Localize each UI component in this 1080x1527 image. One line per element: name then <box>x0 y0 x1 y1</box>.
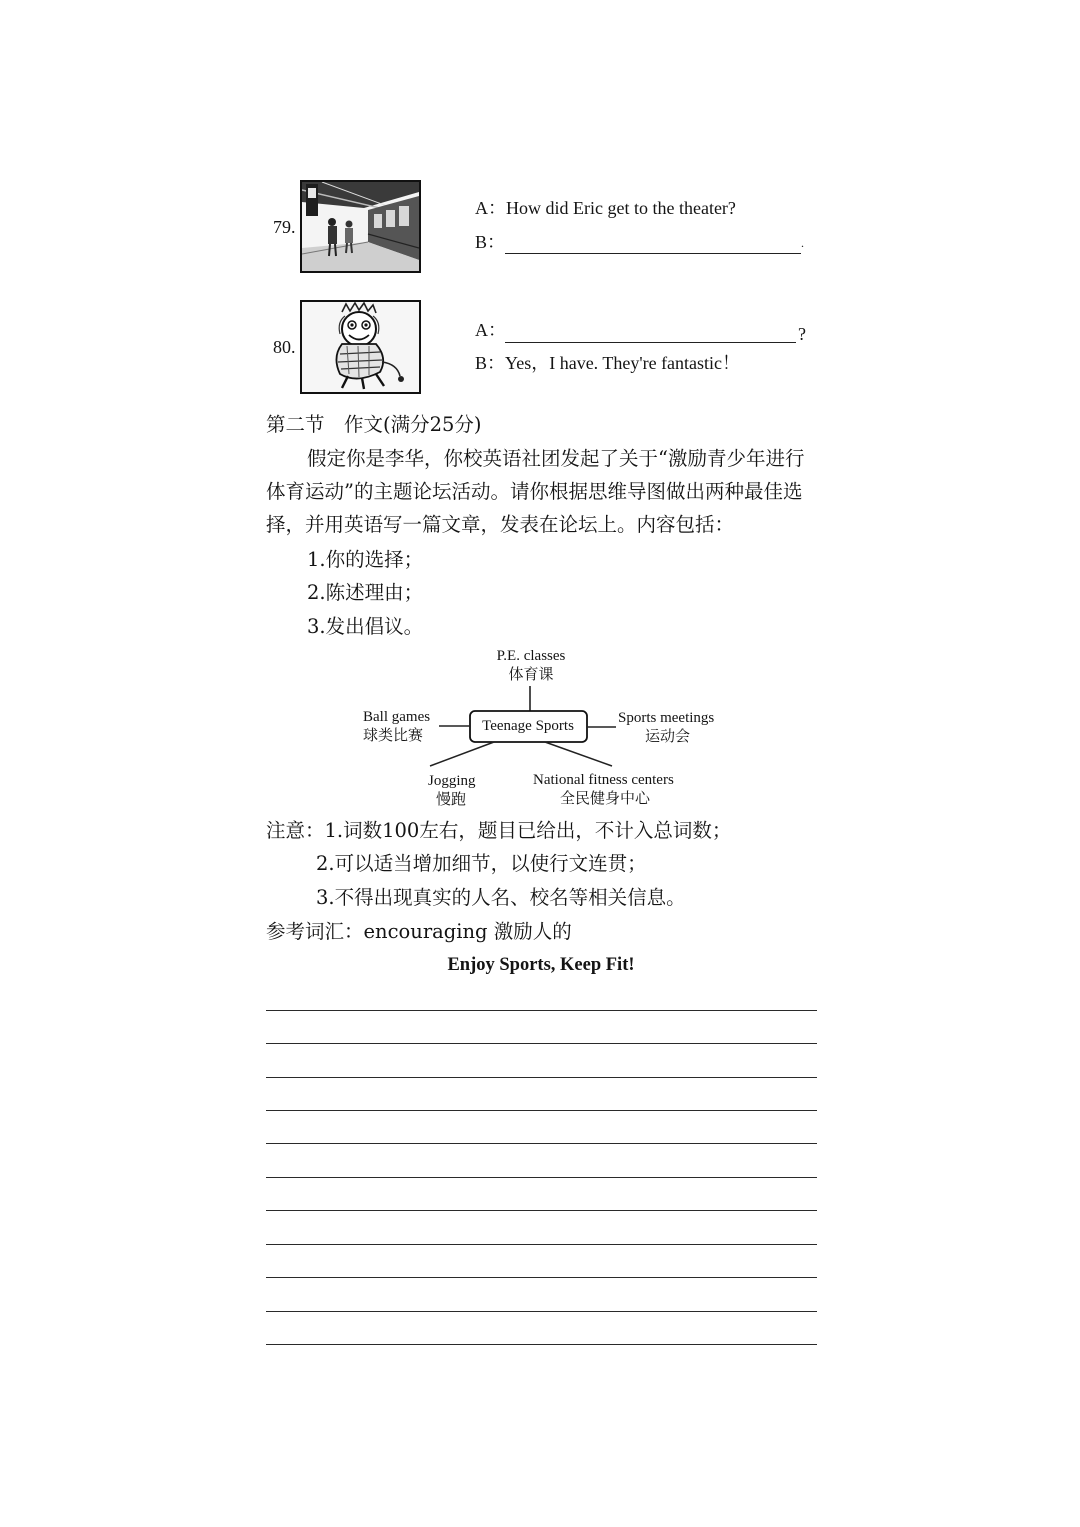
question-79-line-a <box>475 199 736 217</box>
mind-map-bottom-right-en: National fitness centers <box>533 772 674 788</box>
mind-map-bottom-left-zh: 慢跑 <box>436 790 467 808</box>
vocab-text: encouraging 激励人的 <box>363 920 572 943</box>
speaker-a-label: A： <box>475 198 506 218</box>
writing-line <box>266 1110 817 1111</box>
question-80-line-b <box>475 354 740 372</box>
blank-end-dot: . <box>801 236 804 250</box>
prompt-line: 体育运动”的主题论坛活动。请你根据思维导图做出两种最佳选 <box>266 480 803 503</box>
essay-title: Enjoy Sports, Keep Fit! <box>447 955 635 975</box>
content-point: 3.发出倡议。 <box>307 615 424 638</box>
question-number-80: 80. <box>273 337 296 357</box>
writing-line <box>266 1344 817 1345</box>
writing-line <box>266 1277 817 1278</box>
writing-line <box>266 1244 817 1245</box>
reference-vocabulary <box>266 922 572 942</box>
mind-map-center-label: Teenage Sports <box>482 718 574 734</box>
question-80-answer-text: Yes，I have. They're fantastic！ <box>505 353 741 373</box>
section-heading: 第二节 作文(满分25分) <box>266 413 482 436</box>
content-point: 2.陈述理由； <box>307 581 424 604</box>
mind-map-right-zh: 运动会 <box>645 727 691 745</box>
answer-blank-80 <box>505 342 796 343</box>
answer-blank-79 <box>505 253 801 254</box>
writing-line <box>266 1010 817 1011</box>
note-item: 2.可以适当增加细节，以使行文连贯； <box>316 852 647 875</box>
question-mark: ? <box>798 324 806 344</box>
mind-map-top-en: P.E. classes <box>496 648 566 664</box>
vocab-label: 参考词汇： <box>266 920 364 943</box>
lion-dance-illustration <box>300 300 421 394</box>
notes-line <box>266 821 731 841</box>
mind-map-bottom-right-zh: 全民健身中心 <box>560 789 651 807</box>
connector-bottom-left <box>430 742 494 766</box>
note-item: 1.词数100左右，题目已给出，不计入总词数； <box>324 819 732 842</box>
note-item: 3.不得出现真实的人名、校名等相关信息。 <box>316 886 686 909</box>
writing-line <box>266 1143 817 1144</box>
question-number-79: 79. <box>273 217 296 237</box>
mind-map-bottom-left-en: Jogging <box>428 773 476 789</box>
question-79-question-text: How did Eric get to the theater? <box>506 198 736 218</box>
subway-station-illustration <box>300 180 421 273</box>
writing-line <box>266 1311 817 1312</box>
content-point: 1.你的选择； <box>307 548 424 571</box>
writing-line <box>266 1043 817 1044</box>
mind-map-right-en: Sports meetings <box>618 710 715 726</box>
writing-line <box>266 1177 817 1178</box>
lion-dance-drawing <box>302 302 419 392</box>
connector-bottom-right <box>545 742 612 766</box>
mind-map-left-zh: 球类比赛 <box>363 726 424 744</box>
mind-map-left-en: Ball games <box>363 709 431 725</box>
writing-line <box>266 1210 817 1211</box>
prompt-line: 择，并用英语写一篇文章，发表在论坛上。内容包括： <box>266 513 735 536</box>
speaker-a-label: A： <box>475 320 506 340</box>
speaker-b-label: B： <box>475 353 506 373</box>
speaker-b-label: B： <box>475 232 506 252</box>
prompt-line: 假定你是李华，你校英语社团发起了关于“激励青少年进行 <box>307 447 805 470</box>
subway-station-drawing <box>302 182 419 271</box>
writing-line <box>266 1077 817 1078</box>
notes-label: 注意： <box>266 819 325 842</box>
mind-map-top-zh: 体育课 <box>508 665 554 683</box>
